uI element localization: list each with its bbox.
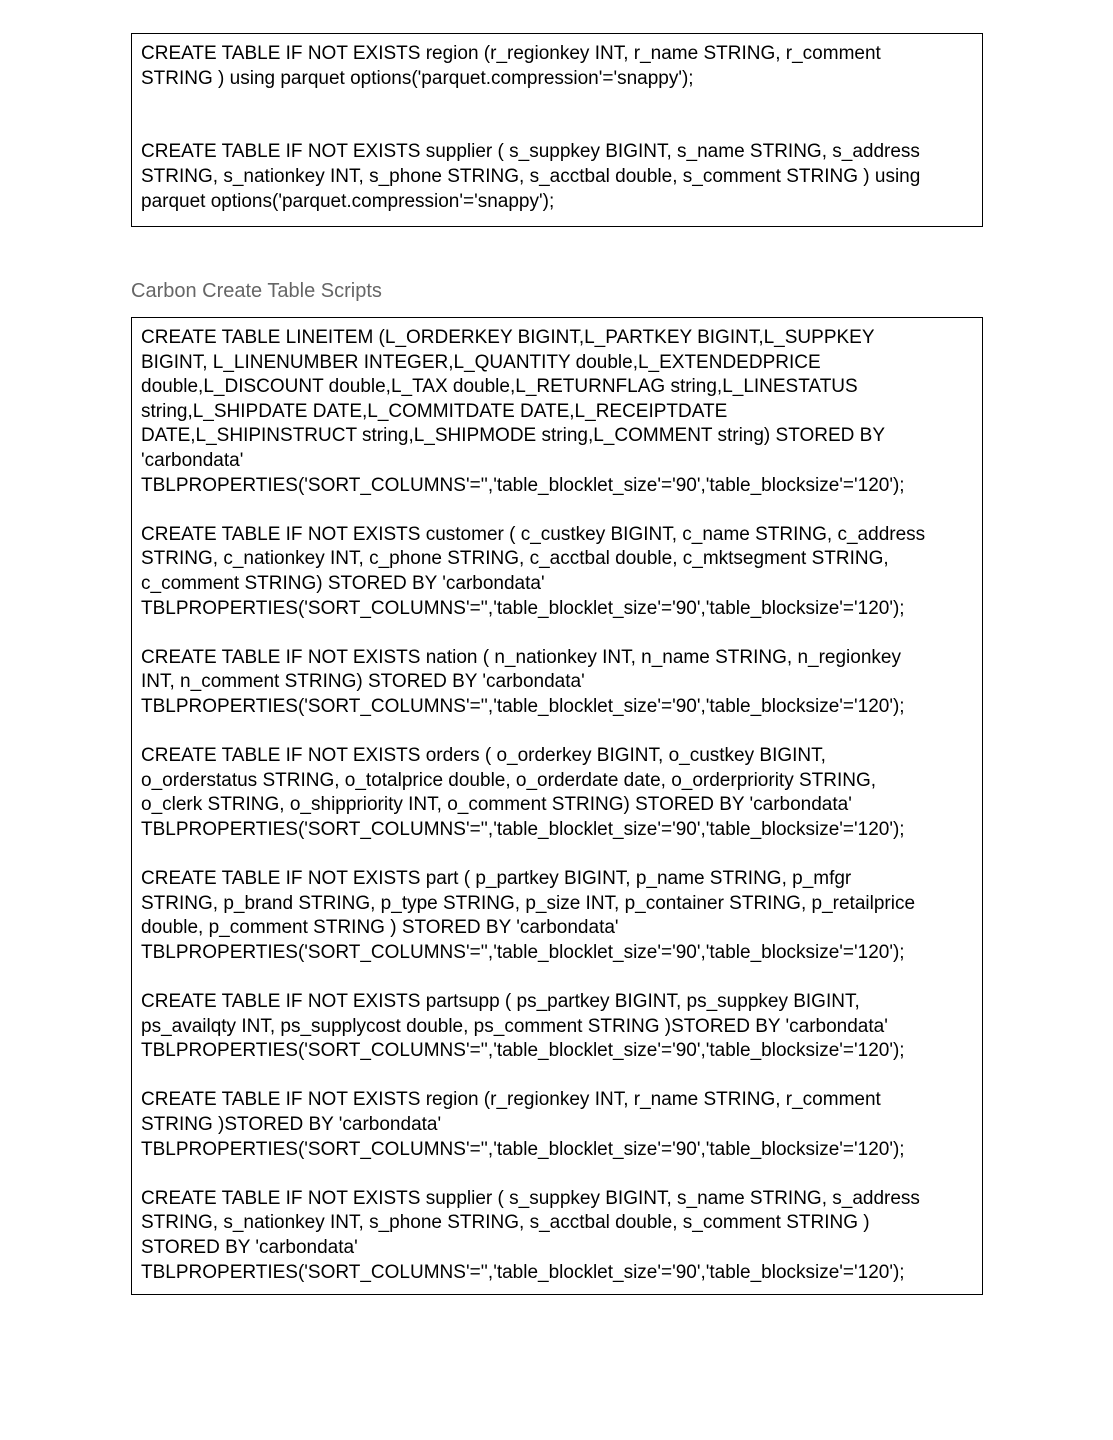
sql-line: 'carbondata' [141, 449, 244, 471]
sql-line: STRING, s_nationkey INT, s_phone STRING, s_acctbal double, s_comment STRING ) [141, 1212, 870, 1234]
sql-line: o_orderstatus STRING, o_totalprice double, o_orderdate date, o_orderpriority STRING, [141, 769, 877, 791]
sql-line: BIGINT, L_LINENUMBER INTEGER,L_QUANTITY double,L_EXTENDEDPRICE [141, 351, 821, 373]
sql-line: parquet options('parquet.compression'='snappy'); [141, 190, 555, 212]
sql-line: CREATE TABLE IF NOT EXISTS partsupp ( ps_partkey BIGINT, ps_suppkey BIGINT, [141, 991, 860, 1013]
sql-line: INT, n_comment STRING) STORED BY 'carbondata' [141, 671, 585, 693]
sql-line: CREATE TABLE IF NOT EXISTS nation ( n_nationkey INT, n_name STRING, n_regionkey [141, 646, 901, 668]
sql-line: STRING, s_nationkey INT, s_phone STRING, s_acctbal double, s_comment STRING ) using [141, 165, 921, 187]
sql-line: STORED BY 'carbondata' [141, 1236, 358, 1258]
sql-line: double,L_DISCOUNT double,L_TAX double,L_RETURNFLAG string,L_LINESTATUS [141, 376, 858, 398]
sql-line: TBLPROPERTIES('SORT_COLUMNS'='','table_blocklet_size'='90','table_blocksize'='120'); [141, 1138, 905, 1160]
sql-line: CREATE TABLE IF NOT EXISTS supplier ( s_suppkey BIGINT, s_name STRING, s_address [141, 1187, 920, 1209]
sql-line: CREATE TABLE IF NOT EXISTS customer ( c_custkey BIGINT, c_name STRING, c_address [141, 523, 926, 545]
sql-line: STRING )STORED BY 'carbondata' [141, 1114, 442, 1135]
sql-line: STRING ) using parquet options('parquet.compression'='snappy'); [141, 67, 694, 89]
sql-line: DATE,L_SHIPINSTRUCT string,L_SHIPMODE string,L_COMMENT string) STORED BY [141, 425, 885, 447]
sql-line: TBLPROPERTIES('SORT_COLUMNS'='','table_blocklet_size'='90','table_blocksize'='120'); [141, 818, 905, 840]
sql-statement [141, 326, 982, 498]
sql-line: o_clerk STRING, o_shippriority INT, o_comment STRING) STORED BY 'carbondata' [141, 794, 852, 816]
parquet-scripts-box [131, 33, 983, 227]
sql-line: TBLPROPERTIES('SORT_COLUMNS'='','table_blocklet_size'='90','table_blocksize'='120'); [141, 474, 905, 496]
carbon-section-heading: Carbon Create Table Scripts [131, 280, 382, 302]
sql-statement [141, 867, 982, 965]
sql-statement [141, 990, 982, 1064]
sql-line: CREATE TABLE IF NOT EXISTS region (r_regionkey INT, r_name STRING, r_comment [141, 1089, 881, 1111]
sql-line: TBLPROPERTIES('SORT_COLUMNS'='','table_blocklet_size'='90','table_blocksize'='120'); [141, 597, 905, 619]
sql-line: CREATE TABLE IF NOT EXISTS region (r_regionkey INT, r_name STRING, r_comment [141, 43, 881, 64]
sql-statement [141, 42, 982, 91]
sql-line: TBLPROPERTIES('SORT_COLUMNS'='','table_blocklet_size'='90','table_blocksize'='120'); [141, 1040, 905, 1062]
sql-line: TBLPROPERTIES('SORT_COLUMNS'='','table_blocklet_size'='90','table_blocksize'='120'); [141, 1261, 905, 1283]
sql-statement [141, 140, 982, 214]
sql-line: CREATE TABLE IF NOT EXISTS part ( p_partkey BIGINT, p_name STRING, p_mfgr [141, 868, 852, 890]
sql-statement [141, 1088, 982, 1162]
sql-line: STRING, p_brand STRING, p_type STRING, p_size INT, p_container STRING, p_retailprice [141, 892, 916, 914]
sql-line: TBLPROPERTIES('SORT_COLUMNS'='','table_blocklet_size'='90','table_blocksize'='120'); [141, 695, 905, 717]
sql-line: double, p_comment STRING ) STORED BY 'carbondata' [141, 917, 619, 939]
sql-statement [141, 744, 982, 842]
sql-line: c_comment STRING) STORED BY 'carbondata' [141, 572, 545, 594]
sql-line: string,L_SHIPDATE DATE,L_COMMITDATE DATE,L_RECEIPTDATE [141, 400, 728, 422]
sql-line: TBLPROPERTIES('SORT_COLUMNS'='','table_blocklet_size'='90','table_blocksize'='120'); [141, 941, 905, 963]
sql-line: CREATE TABLE IF NOT EXISTS supplier ( s_suppkey BIGINT, s_name STRING, s_address [141, 141, 920, 163]
sql-statement [141, 523, 982, 621]
carbon-scripts-box [131, 317, 983, 1295]
sql-line: CREATE TABLE IF NOT EXISTS orders ( o_orderkey BIGINT, o_custkey BIGINT, [141, 745, 826, 767]
sql-statement [141, 1187, 982, 1285]
sql-statement [141, 646, 982, 720]
sql-line: ps_availqty INT, ps_supplycost double, ps_comment STRING )STORED BY 'carbondata' [141, 1015, 888, 1037]
sql-line: STRING, c_nationkey INT, c_phone STRING, c_acctbal double, c_mktsegment STRING, [141, 548, 889, 570]
sql-line: CREATE TABLE LINEITEM (L_ORDERKEY BIGINT,L_PARTKEY BIGINT,L_SUPPKEY [141, 327, 875, 348]
